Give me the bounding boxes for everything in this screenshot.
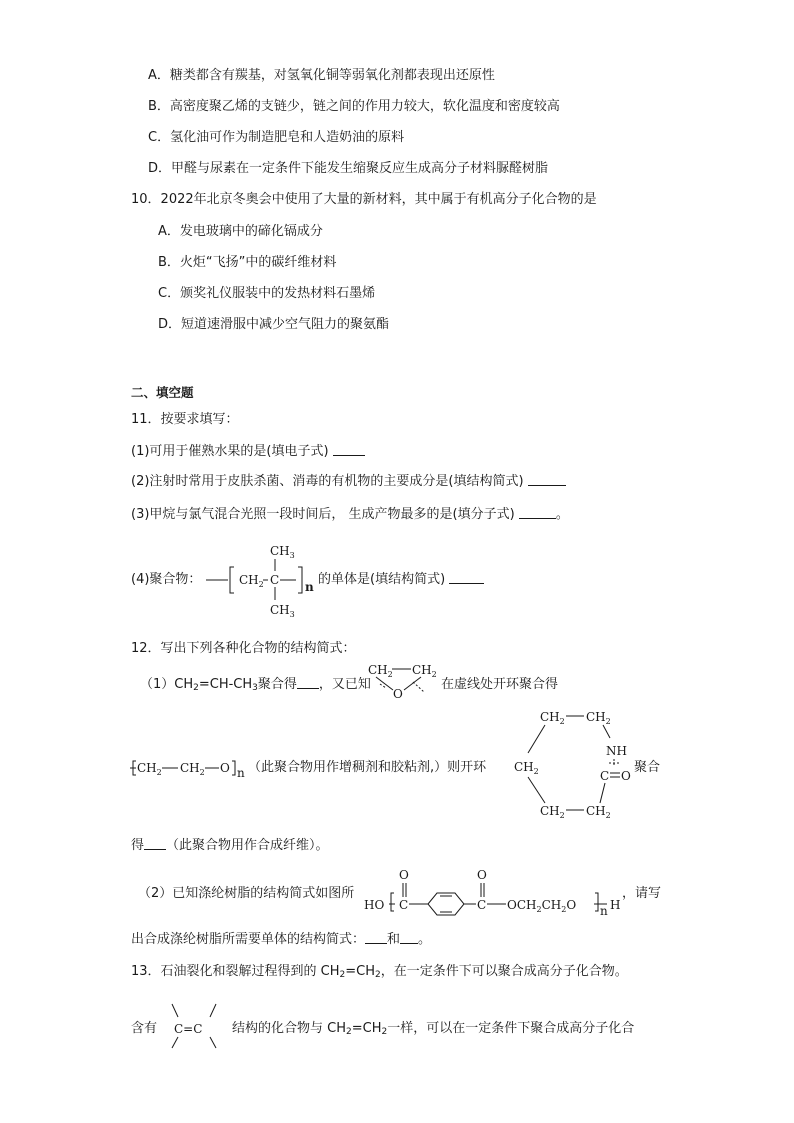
svg-text:HO: HO <box>364 898 385 912</box>
q12-part2-answer-line: 出合成涤纶树脂所需要单体的结构简式： 和 。 <box>131 932 432 947</box>
q12-polymerize-text: 聚合 <box>634 760 661 775</box>
subscript-2: 2 <box>193 683 199 693</box>
svg-text:O: O <box>399 868 409 882</box>
q11-stem: 11．按要求填写： <box>131 412 239 427</box>
svg-text:CH3: $CH_3$ <box>270 544 295 560</box>
svg-text:H: H <box>610 898 621 912</box>
svg-text:C=C: C=C <box>174 1022 203 1036</box>
q13-line2-prefix: 含有 <box>131 1021 158 1036</box>
q9-option-b: B．高密度聚乙烯的支链少，链之间的作用力较大，软化温度和密度较高 <box>148 99 560 114</box>
svg-text:OCH2CH2O: $OCH_2CH_2O$ <box>507 898 577 914</box>
svg-text:CH2: $CH_2$ <box>180 761 205 777</box>
subscript-2: 2 <box>381 1027 388 1037</box>
svg-text:O: O <box>220 761 230 775</box>
svg-text:CH2: $CH_2$ <box>586 804 611 820</box>
svg-text:C: C <box>477 898 487 912</box>
svg-text:CH2: $CH_2$ <box>540 710 565 726</box>
svg-text:CH2: $CH_2$ <box>412 663 437 679</box>
q10-option-b: B．火炬“飞扬”中的碳纤维材料 <box>158 255 337 270</box>
svg-text:C: C <box>600 769 610 783</box>
svg-text:CH3: $CH_3$ <box>270 603 295 619</box>
svg-text:n: n <box>237 766 245 780</box>
q13-stem: 13．石油裂化和裂解过程得到的 $CH_2=CH_2$，在一定条件下可以聚合成高分子化合物。 <box>131 964 628 980</box>
svg-text:CH2: $CH_2$ <box>514 760 539 776</box>
epoxide-structure <box>366 660 441 700</box>
q12-part2-line: （2）已知涤纶树脂的结构简式如图所 <box>138 886 355 901</box>
answer-blank <box>400 931 418 944</box>
answer-blank <box>519 506 556 519</box>
polymer-structure <box>200 540 320 620</box>
answer-blank <box>297 676 319 689</box>
q12-part1-last: 得 （此聚合物用作合成纤维）。 <box>131 838 329 853</box>
svg-text:NH: NH <box>606 744 627 758</box>
svg-text:CH2: $CH_2$ <box>540 804 565 820</box>
q10-option-a: A．发电玻璃中的碲化镉成分 <box>158 224 323 239</box>
svg-text:O: O <box>393 687 403 701</box>
subscript-2: 2 <box>346 1027 352 1037</box>
svg-text:C: C <box>399 898 409 912</box>
caprolactam-structure <box>510 705 645 825</box>
q10-option-c: C．颁奖礼仪服装中的发热材料石墨烯 <box>158 286 376 301</box>
answer-blank <box>365 931 387 944</box>
svg-text:O: O <box>621 769 631 783</box>
pet-polymer-structure <box>362 865 632 918</box>
q10-option-d: D．短道速滑服中减少空气阻力的聚氨酯 <box>158 317 390 332</box>
q9-option-c: C．氢化油可作为制造肥皂和人造奶油的原料 <box>148 130 405 145</box>
alkene-bond-structure <box>164 998 224 1054</box>
subscript-3: 3 <box>252 683 258 693</box>
q11-part1: (1)可用于催熟水果的是(填电子式) <box>131 443 365 461</box>
svg-text:CH2: $CH_2$ <box>586 710 611 726</box>
svg-text:n: n <box>600 904 608 918</box>
svg-text:C: C <box>270 573 280 587</box>
answer-blank <box>333 443 365 456</box>
q12-part2-line-end: ，请写 <box>622 886 662 901</box>
q12-peo-note: （此聚合物用作增稠剂和胶粘剂,）则开环 <box>248 760 487 775</box>
q11-part4-suffix: 的单体是(填结构简式) <box>318 571 484 589</box>
svg-text:CH2: $CH_2$ <box>137 761 162 777</box>
subscript-2: 2 <box>339 970 346 980</box>
svg-text:CH2: $CH_2$ <box>368 663 393 679</box>
svg-text:CH2: $CH_2$ <box>239 573 264 589</box>
q11-part2: (2)注射时常用于皮肤杀菌、消毒的有机物的主要成分是(填结构简式) <box>131 473 566 491</box>
svg-text:O: O <box>477 868 487 882</box>
answer-blank <box>144 837 166 850</box>
q9-option-d: D．甲醛与尿素在一定条件下能发生缩聚反应生成高分子材料脲醛树脂 <box>148 161 549 176</box>
q11-part3: (3)甲烷与氯气混合光照一段时间后， 生成产物最多的是(填分子式) 。 <box>131 507 569 522</box>
q9-option-a: A．糖类都含有羰基，对氢氧化铜等弱氧化剂都表现出还原性 <box>148 68 495 83</box>
section-title: 二、填空题 <box>131 385 194 400</box>
answer-blank <box>528 473 566 486</box>
q10-stem: 10．2022年北京冬奥会中使用了大量的新材料，其中属于有机高分子化合物的是 <box>131 192 597 207</box>
subscript-2: 2 <box>375 970 381 980</box>
q11-part4-prefix: (4)聚合物： <box>131 572 202 587</box>
q12-part1-line-end: 在虚线处开环聚合得 <box>441 677 559 692</box>
svg-text:n: n <box>305 580 314 594</box>
q12-stem: 12．写出下列各种化合物的结构简式： <box>131 641 356 656</box>
answer-blank <box>449 571 484 584</box>
q12-part1-line: $(1)CH_2=CH-CH_3$聚合得 ，又已知 <box>140 677 371 693</box>
q13-line2: 结构的化合物与 $CH_2=CH_2$一样，可以在一定条件下聚合成高分子化合 <box>232 1021 635 1037</box>
